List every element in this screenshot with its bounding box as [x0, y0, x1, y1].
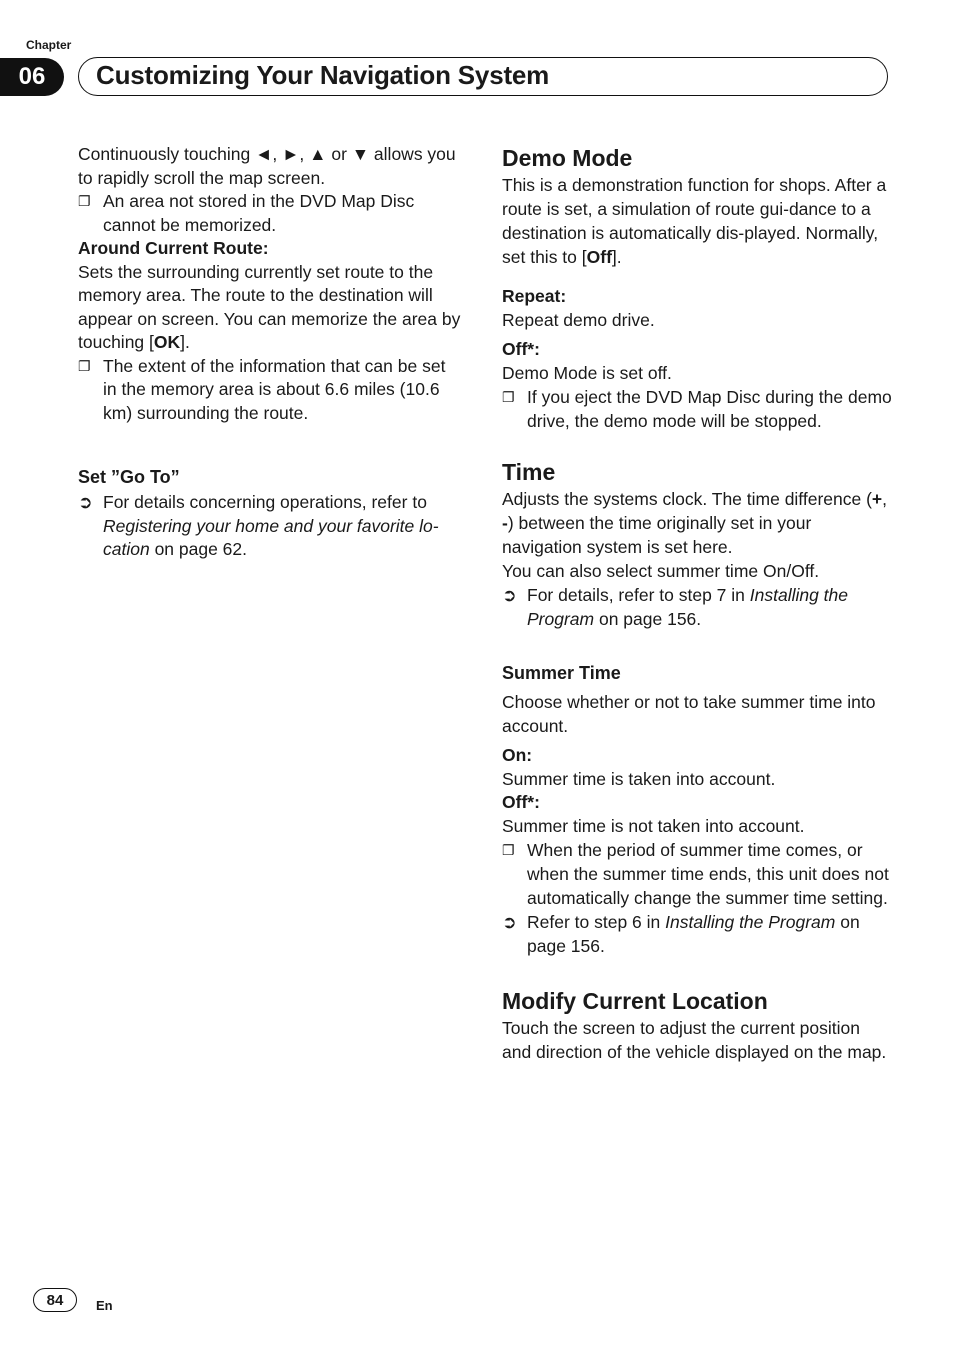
repeat-text: Repeat demo drive.	[502, 309, 655, 330]
off-key-label: Off	[586, 247, 612, 267]
box-bullet-icon: ❐	[78, 357, 91, 374]
chapter-label: Chapter	[26, 38, 72, 52]
minus-key-label: -	[502, 513, 508, 533]
ref-page: on page 156.	[594, 609, 702, 629]
summer-time-text: Choose whether or not to take summer time into account.	[502, 692, 876, 736]
off-label: Off*:	[502, 339, 540, 359]
ref-title: Installing the Program	[665, 912, 836, 932]
demo-mode-text	[502, 173, 894, 269]
summer-time-heading: Summer Time	[502, 663, 621, 683]
time-reference	[502, 583, 894, 631]
set-go-to-heading: Set ”Go To”	[78, 467, 180, 487]
around-text-end: ].	[180, 332, 190, 352]
arrow-reference-icon: ➲	[502, 585, 517, 605]
ref-part: For details concerning operations, refer to	[103, 492, 427, 512]
note-memory-extent	[78, 355, 463, 426]
ref-page: on page 156.	[527, 912, 860, 956]
summer-reference	[502, 910, 894, 958]
box-bullet-icon: ❐	[78, 193, 91, 209]
box-bullet-icon: ❐	[502, 842, 515, 858]
repeat-label: Repeat:	[502, 286, 567, 306]
around-route-heading: Around Current Route:	[78, 238, 269, 258]
arrow-reference-icon: ➲	[78, 492, 93, 512]
note-summer-change	[502, 838, 894, 910]
time-heading: Time	[502, 459, 556, 485]
ref-text	[527, 585, 848, 629]
goto-reference	[78, 491, 463, 562]
ref-page: on page 62.	[149, 539, 248, 559]
note-text: The extent of the information that can be set in the memory area is about 6.6 miles (10.6 km) surrounding the route.	[103, 355, 446, 423]
ref-text	[103, 492, 439, 559]
time-text	[502, 487, 894, 559]
on-text: Summer time is taken into account.	[502, 768, 776, 789]
off2-text: Summer time is not taken into account.	[502, 815, 805, 836]
on-label: On:	[502, 745, 533, 765]
note-text: When the period of summer time comes, or when the summer time ends, this unit does not automatically change the summer time setting.	[527, 840, 889, 908]
time-comma: ,	[882, 489, 888, 509]
demo-text-end: ].	[611, 247, 622, 267]
note-eject-disc	[502, 385, 894, 433]
page-number: 84	[33, 1288, 77, 1312]
ref-part: Refer to step 6 in	[527, 912, 666, 932]
right-column	[502, 143, 894, 1064]
scroll-intro: Continuously touching ◄, ►, ▲ or ▼ allows you to rapidly scroll the map screen.	[78, 144, 456, 188]
ref-part: For details, refer to step 7 in	[527, 585, 750, 605]
time-text-end: ) between the time originally set in your navigation system is set here.	[502, 513, 812, 557]
off-text: Demo Mode is set off.	[502, 362, 672, 383]
ref-text	[527, 912, 860, 956]
language-label: En	[96, 1298, 113, 1313]
note-text: An area not stored in the DVD Map Disc cannot be memorized.	[103, 191, 415, 235]
chapter-number: 06	[0, 58, 64, 96]
around-route-text	[78, 261, 463, 355]
ref-title: Installing the Program	[527, 585, 849, 629]
page-title: Customizing Your Navigation System	[96, 60, 550, 90]
left-column	[78, 143, 463, 562]
demo-mode-heading: Demo Mode	[502, 145, 633, 171]
note-area-not-stored	[78, 190, 463, 237]
ref-title: Registering your home and your favorite lo-cation	[103, 515, 439, 559]
arrow-reference-icon: ➲	[502, 912, 517, 932]
plus-key-label: +	[871, 489, 883, 509]
around-text-part: Sets the surrounding currently set route to the memory area. The route to the destination will appear on screen. You can memorize the area by touching [	[78, 261, 461, 352]
time-summer-text: You can also select summer time On/Off.	[502, 561, 820, 581]
box-bullet-icon: ❐	[502, 389, 515, 405]
ok-key-label: OK	[153, 332, 181, 352]
demo-text-part: This is a demonstration function for shops. After a route is set, a simulation of route gui-dance to a destination is automatically dis-played. Normally, set this to [	[502, 175, 887, 267]
modify-location-heading: Modify Current Location	[502, 988, 768, 1014]
note-text: If you eject the DVD Map Disc during the demo drive, the demo mode will be stopped.	[527, 387, 892, 431]
time-text-part: Adjusts the systems clock. The time difference (	[502, 489, 872, 509]
off2-label: Off*:	[502, 792, 540, 812]
modify-location-text: Touch the screen to adjust the current position and direction of the vehicle displayed on the map.	[502, 1018, 887, 1062]
